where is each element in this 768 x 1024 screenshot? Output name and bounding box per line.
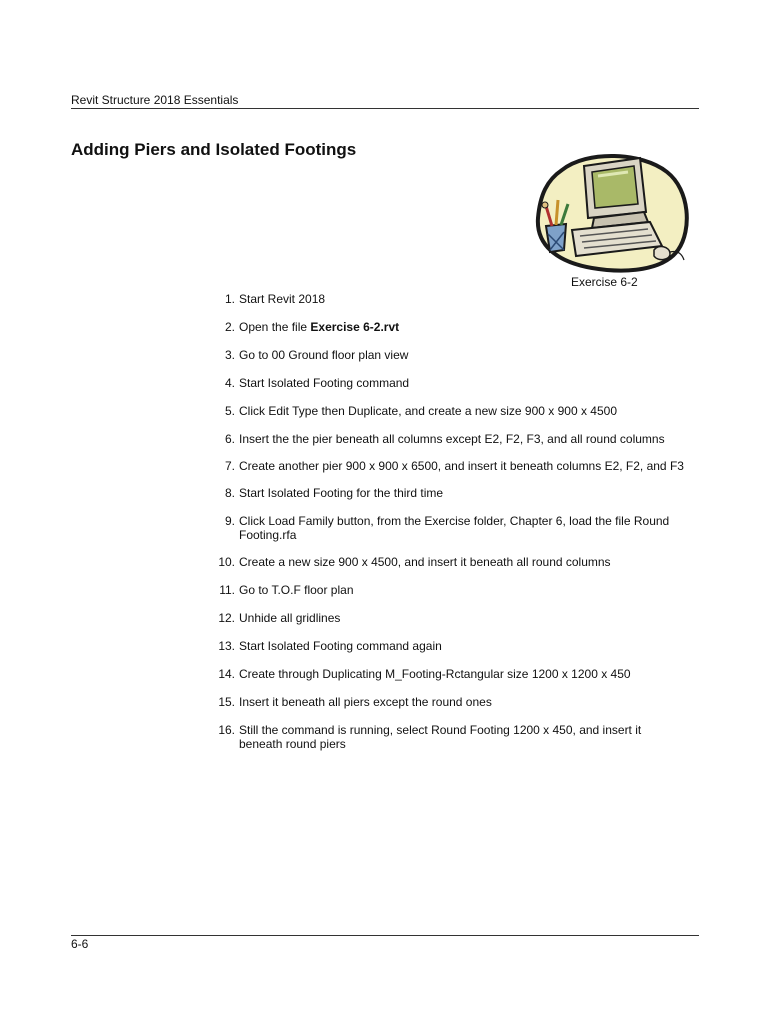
step-text: Start Isolated Footing for the third time [239,486,444,500]
step-item [215,459,685,473]
step-text: Go to T.O.F floor plan [239,583,354,597]
step-number: 10. [218,555,235,569]
step-text: Still the command is running, select Round Footing 1200 x 450, and insert it beneath round piers [239,723,642,751]
step-number: 8. [224,486,235,500]
step-item [215,404,685,418]
step-text: Click Edit Type then Duplicate, and create a new size 900 x 900 x 4500 [239,404,618,418]
exercise-label: Exercise 6-2 [571,275,638,289]
step-item [215,348,685,362]
step-number: 9. [224,514,235,528]
step-text [239,320,685,334]
page-number: 6-6 [71,937,89,951]
step-text: Click Load Family button, from the Exercise folder, Chapter 6, load the file Round Footing.rfa [239,514,670,542]
step-number: 16. [218,723,235,737]
step-number: 4. [224,376,235,390]
step-number: 7. [224,459,235,473]
step-text: Create a new size 900 x 4500, and insert it beneath all round columns [239,555,611,569]
file-name: Exercise 6-2.rvt [310,320,400,334]
step-number: 13. [218,639,235,653]
footer-rule [71,935,699,936]
step-number: 11. [219,583,235,597]
step-item [215,639,685,653]
step-item [215,514,685,542]
step-item [215,695,685,709]
step-item [215,611,685,625]
step-text-prefix: Open the file [239,320,311,334]
step-number: 3. [224,348,235,362]
step-item [215,320,685,334]
step-item [215,667,685,681]
step-number: 12. [218,611,235,625]
step-text: Unhide all gridlines [239,611,341,625]
step-text: Create another pier 900 x 900 x 6500, and insert it beneath columns E2, F2, and F3 [239,459,684,473]
step-text: Start Isolated Footing command again [239,639,442,653]
step-item [215,723,685,751]
step-item [215,583,685,597]
step-text: Insert the the pier beneath all columns except E2, F2, F3, and all round columns [239,432,665,446]
header-rule [71,108,699,109]
step-number: 1. [224,292,235,306]
step-item [215,486,685,500]
step-text: Create through Duplicating M_Footing-Rctangular size 1200 x 1200 x 450 [239,667,631,681]
computer-clipart-icon [532,150,692,274]
step-item [215,555,685,569]
step-text: Start Revit 2018 [239,292,326,306]
page-title: Adding Piers and Isolated Footings [71,140,357,159]
step-text: Insert it beneath all piers except the round ones [239,695,492,709]
step-number: 14. [218,667,235,681]
step-item [215,292,685,306]
step-item [215,432,685,446]
steps-list [215,292,685,764]
step-text: Go to 00 Ground floor plan view [239,348,409,362]
step-text: Start Isolated Footing command [239,376,410,390]
step-item [215,376,685,390]
step-number: 6. [224,432,235,446]
running-header: Revit Structure 2018 Essentials [71,93,239,107]
step-number: 15. [218,695,235,709]
step-number: 5. [224,404,235,418]
step-number: 2. [224,320,235,334]
